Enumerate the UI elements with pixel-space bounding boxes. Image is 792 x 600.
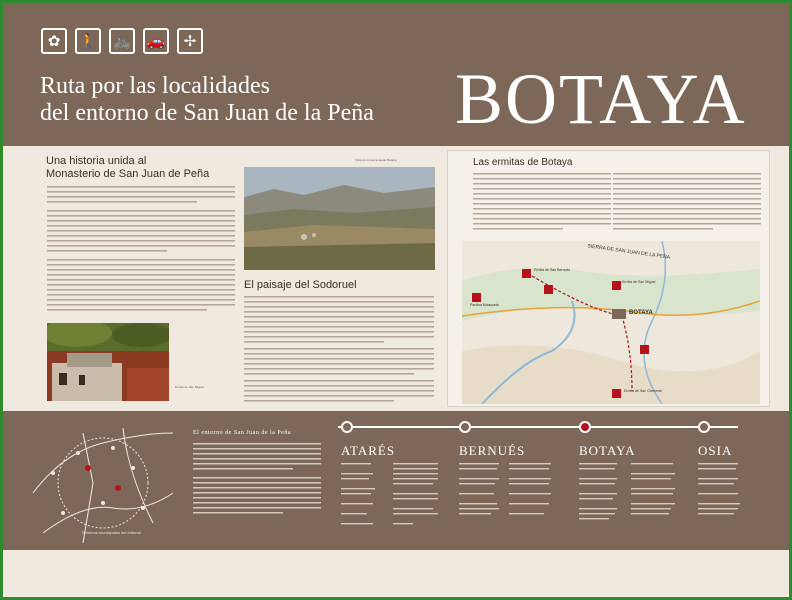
- history-text-lines: [47, 186, 237, 318]
- timeline-node-botaya[interactable]: [579, 421, 591, 433]
- sodoruel-title: El paisaje del Sodoruel: [244, 279, 357, 291]
- place-name: BOTAYA: [455, 59, 747, 139]
- map-label-san-miguel: Ermita de San Miguel: [622, 280, 656, 284]
- ermitas-text-right: [613, 173, 763, 235]
- ermitas-title: Las ermitas de Botaya: [473, 157, 573, 168]
- stops-details-lines: [341, 463, 776, 543]
- hiker-icon: 🚶: [75, 28, 101, 54]
- signpost-icon: ✢: [177, 28, 203, 54]
- map-label-san-clemente: Ermita de San Clemente: [624, 389, 663, 393]
- stops-details: [341, 463, 776, 543]
- map-label-sierra: SIERRA DE SAN JUAN DE LA PEÑA: [586, 243, 671, 261]
- route-title-line2: del entorno de San Juan de la Peña: [40, 100, 374, 126]
- landscape-photo: [244, 167, 435, 270]
- history-text: [47, 186, 237, 318]
- ermitas-text-right-lines: [613, 173, 763, 235]
- ecomuseum-icon: ✿: [41, 28, 67, 54]
- sodoruel-text-lines: [244, 296, 436, 408]
- stop-label-atares: ATARÉS: [341, 443, 396, 458]
- car-icon: 🚗: [143, 28, 169, 54]
- landscape-photo-caption: Vista de la sierra desde Botaya: [355, 158, 397, 162]
- ermitas-map-image: [462, 241, 760, 404]
- ermitas-map: [462, 241, 760, 404]
- stop-label-botaya: BOTAYA: [579, 443, 636, 458]
- history-title-line1: Una historia unida al: [46, 155, 147, 167]
- map-label-botaya: BOTAYA: [629, 310, 653, 316]
- monastery-photo-image: [47, 323, 169, 401]
- history-title-line2: Monasterio de San Juan de Peña: [46, 168, 210, 180]
- footer-strip: [3, 550, 789, 597]
- ermitas-text-left: [473, 173, 613, 235]
- entorno-map-caption: Términos municipales del entorno: [81, 530, 142, 535]
- info-board: [3, 3, 789, 597]
- ermitas-text-left-lines: [473, 173, 613, 235]
- header: [3, 3, 789, 146]
- sodoruel-text: [244, 296, 436, 408]
- route-title: [40, 73, 374, 127]
- monastery-photo: [47, 323, 169, 401]
- stop-label-osia: OSIA: [698, 443, 733, 458]
- entorno-text: [193, 443, 323, 523]
- timeline-node-atares[interactable]: [341, 421, 353, 433]
- entorno-title: El entorno de San Juan de la Peña: [193, 430, 291, 436]
- stop-label-bernues: BERNUÉS: [459, 443, 526, 458]
- activity-icons: [41, 28, 203, 54]
- map-label-pardina: Pardina Botayuela: [470, 303, 499, 307]
- landscape-photo-image: [244, 167, 435, 270]
- entorno-text-lines: [193, 443, 323, 523]
- bicycle-icon: 🚲: [109, 28, 135, 54]
- map-label-bernues: Ermita de San Bernués: [534, 268, 571, 272]
- timeline-node-osia[interactable]: [698, 421, 710, 433]
- route-timeline: [338, 426, 738, 428]
- monastery-photo-caption: Ermita de San Miguel: [175, 385, 204, 389]
- route-title-line1: Ruta por las localidades: [40, 73, 270, 99]
- timeline-node-bernues[interactable]: [459, 421, 471, 433]
- history-title: [46, 155, 209, 181]
